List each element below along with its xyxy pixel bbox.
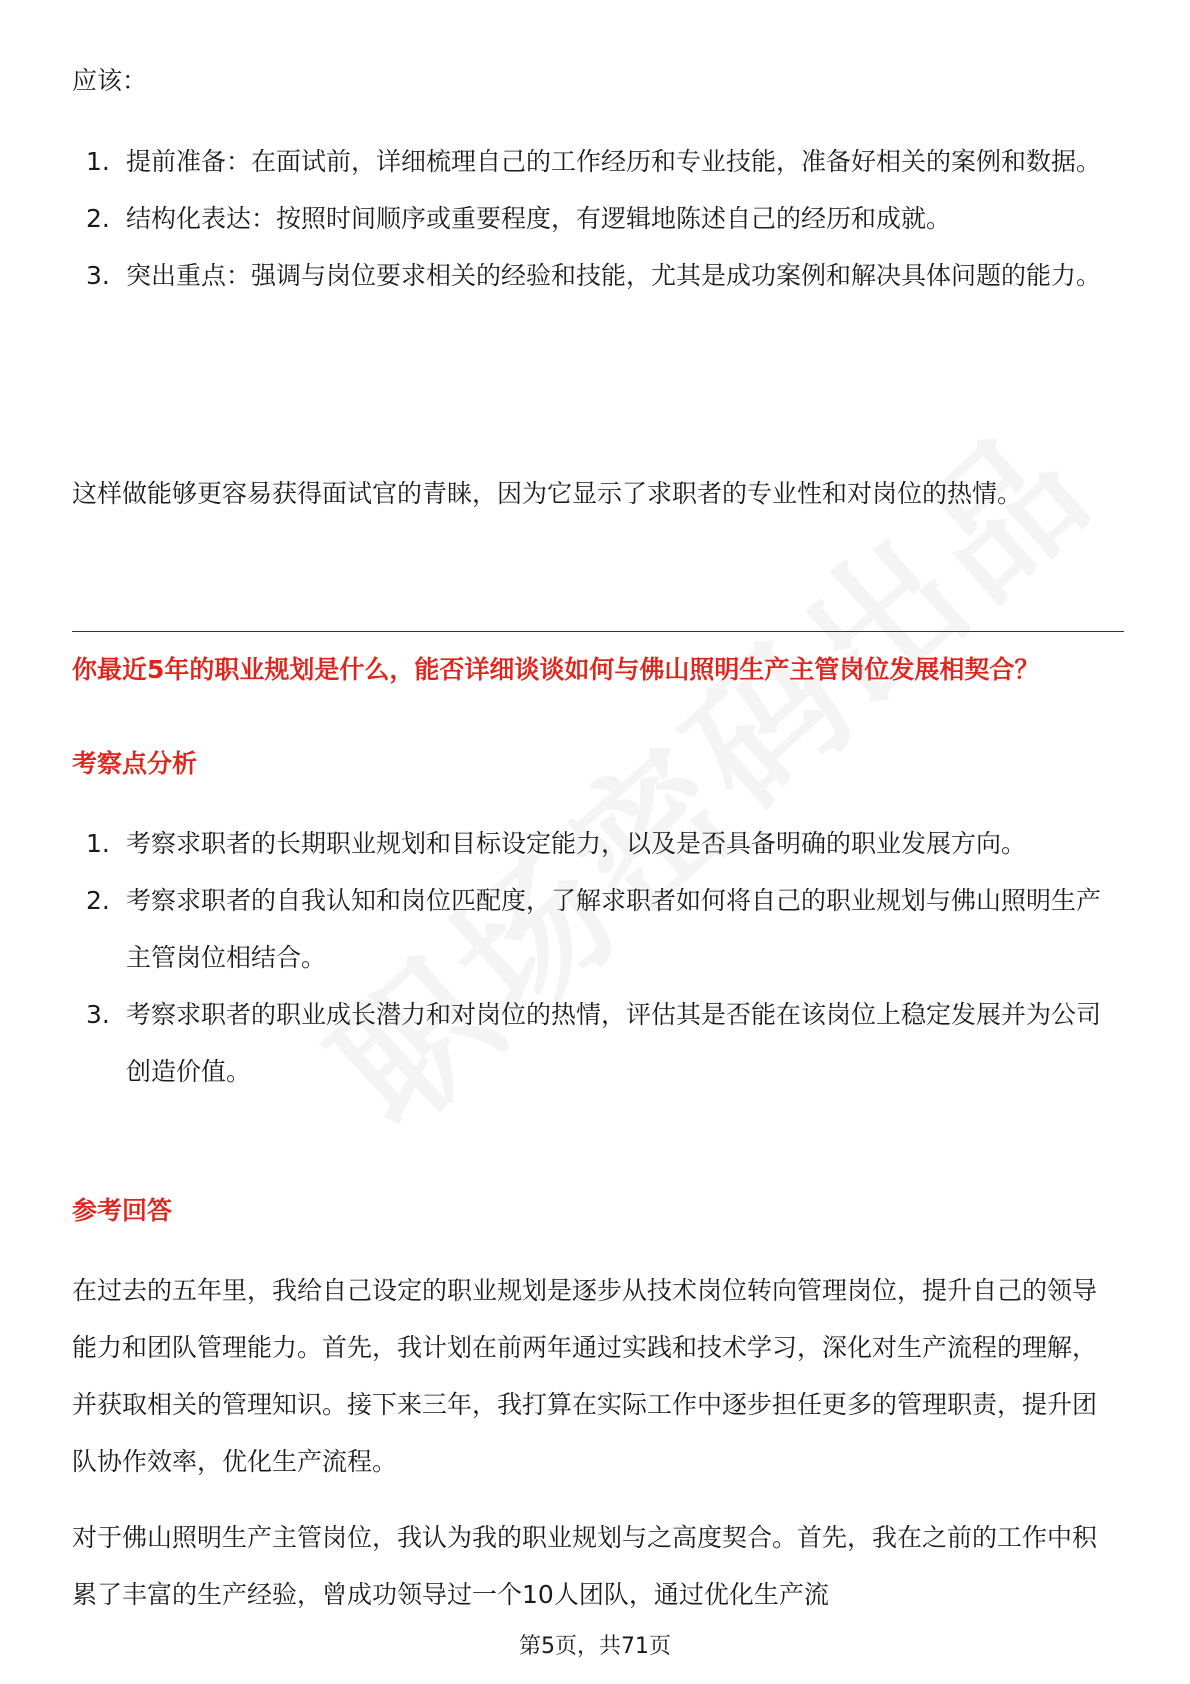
list-item-text: 提前准备：在面试前，详细梳理自己的工作经历和专业技能，准备好相关的案例和数据。	[126, 147, 1102, 176]
list-item: 2. 结构化表达：按照时间顺序或重要程度，有逻辑地陈述自己的经历和成就。	[86, 204, 952, 233]
list-item: 2. 考察求职者的自我认知和岗位匹配度，了解求职者如何将自己的职业规划与佛山照明生产主管岗位相结合。	[86, 886, 1102, 972]
list-item: 1. 提前准备：在面试前，详细梳理自己的工作经历和专业技能，准备好相关的案例和数据。	[86, 147, 1102, 176]
list-item-text: 考察求职者的自我认知和岗位匹配度，了解求职者如何将自己的职业规划与佛山照明生产主管岗位相结合。	[126, 886, 1102, 972]
answer-paragraph-1: 在过去的五年里，我给自己设定的职业规划是逐步从技术岗位转向管理岗位，提升自己的领导能力和团队管理能力。首先，我计划在前两年通过实践和技术学习，深化对生产流程的理解，并获取相关的管理知识。接下来三年，我打算在实际工作中逐步担任更多的管理职责，提升团队协作效率，优化生产流程。	[72, 1276, 1098, 1476]
list-item-text: 结构化表达：按照时间顺序或重要程度，有逻辑地陈述自己的经历和成就。	[126, 204, 952, 233]
intro-conclusion: 这样做能够更容易获得面试官的青睐，因为它显示了求职者的专业性和对岗位的热情。	[72, 479, 1023, 508]
analysis-heading: 考察点分析	[72, 749, 198, 778]
analysis-list	[72, 815, 1120, 1100]
list-item-text: 考察求职者的职业成长潜力和对岗位的热情，评估其是否能在该岗位上稳定发展并为公司创造价值。	[126, 1000, 1102, 1086]
list-item: 1. 考察求职者的长期职业规划和目标设定能力，以及是否具备明确的职业发展方向。	[86, 829, 1027, 858]
list-item: 3. 突出重点：强调与岗位要求相关的经验和技能，尤其是成功案例和解决具体问题的能力。	[86, 261, 1102, 290]
list-item-text: 考察求职者的长期职业规划和目标设定能力，以及是否具备明确的职业发展方向。	[126, 829, 1027, 858]
intro-lead: 应该：	[72, 66, 148, 95]
section-divider	[72, 631, 1124, 632]
list-item-text: 突出重点：强调与岗位要求相关的经验和技能，尤其是成功案例和解决具体问题的能力。	[126, 261, 1102, 290]
intro-list	[72, 133, 1120, 304]
answer-heading: 参考回答	[72, 1196, 173, 1225]
page-number: 第5页，共71页	[519, 1634, 671, 1659]
list-item: 3. 考察求职者的职业成长潜力和对岗位的热情，评估其是否能在该岗位上稳定发展并为公司创造价值。	[86, 1000, 1102, 1086]
question-title: 你最近5年的职业规划是什么，能否详细谈谈如何与佛山照明生产主管岗位发展相契合？	[72, 655, 1040, 684]
answer-paragraph-2: 对于佛山照明生产主管岗位，我认为我的职业规划与之高度契合。首先，我在之前的工作中积累了丰富的生产经验，曾成功领导过一个10人团队，通过优化生产流	[72, 1523, 1098, 1609]
